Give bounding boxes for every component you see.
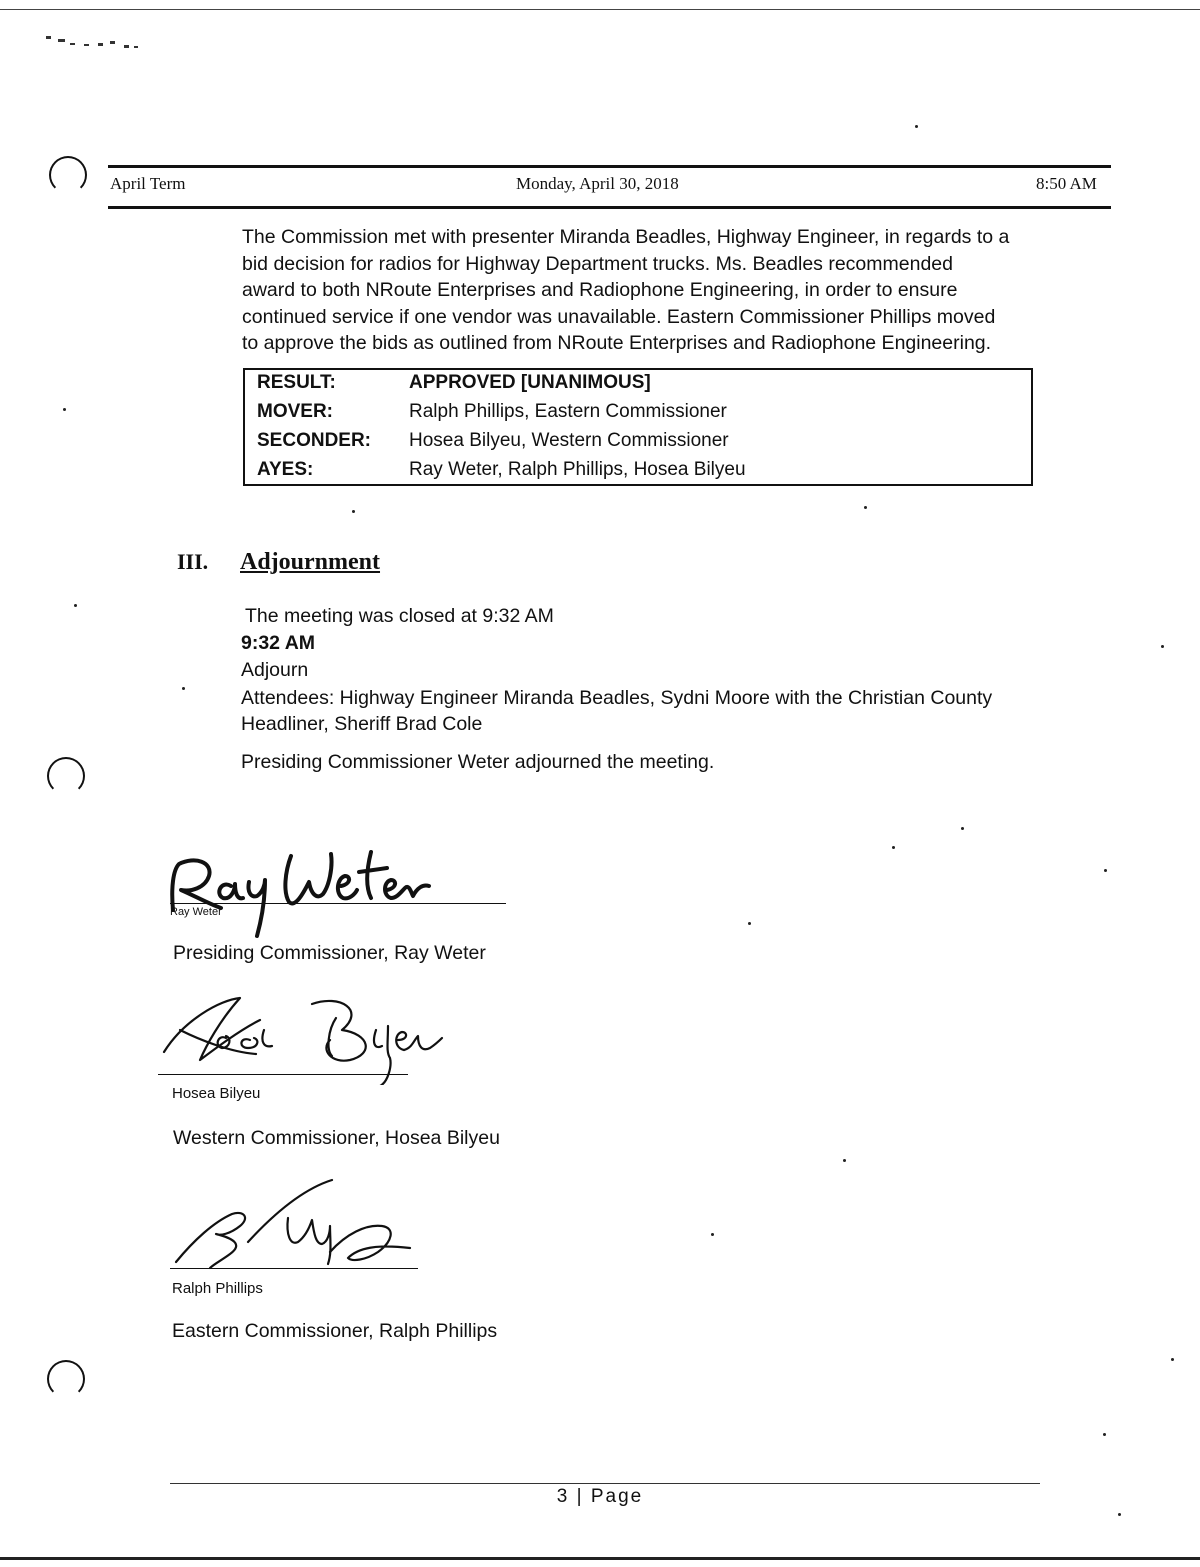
mover-value: Ralph Phillips, Eastern Commissioner [409, 401, 727, 422]
seconder-label: SECONDER: [257, 430, 372, 451]
paragraph-line: bid decision for radios for Highway Department trucks. Ms. Beadles recommended [242, 252, 953, 275]
punch-hole-icon [47, 1360, 85, 1398]
scan-noise-marks [44, 34, 144, 54]
scan-bottom-edge [0, 1557, 1200, 1560]
punch-hole-icon [49, 156, 87, 194]
scan-speck [748, 922, 751, 925]
scan-speck [892, 846, 895, 849]
signer-title: Eastern Commissioner, Ralph Phillips [172, 1320, 498, 1342]
scan-top-edge [0, 0, 1200, 10]
scan-speck [1104, 869, 1107, 872]
result-label: RESULT: [257, 372, 336, 393]
signer-title: Western Commissioner, Hosea Bilyeu [173, 1127, 500, 1149]
attendees-line: Attendees: Highway Engineer Miranda Beadles, Sydni Moore with the Christian County [241, 687, 993, 709]
signature-line [170, 903, 506, 904]
section-number: III. [177, 549, 209, 574]
result-value: APPROVED [UNANIMOUS] [409, 372, 651, 393]
section-title: Adjournment [240, 549, 381, 575]
paragraph-line: award to both NRoute Enterprises and Radiophone Engineering, in order to ensure [242, 279, 958, 301]
footer-rule [170, 1483, 1040, 1484]
signature-caption: Hosea Bilyeu [172, 1085, 261, 1102]
paragraph-line: to approve the bids as outlined from NRoute Enterprises and Radiophone Engineering. [242, 332, 992, 354]
signer-title: Presiding Commissioner, Ray Weter [173, 942, 486, 964]
signature-ralph-phillips [170, 1178, 430, 1278]
paragraph-line: The Commission met with presenter Miranda Beadles, Highway Engineer, in regards to a [242, 226, 1010, 248]
header-time: 8:50 AM [1036, 174, 1097, 193]
signature-hosea-bilyeu [160, 990, 460, 1085]
paragraph-line: continued service if one vendor was unavailable. Eastern Commissioner Phillips moved [242, 305, 996, 328]
scan-speck [1103, 1433, 1106, 1436]
signature-ray-weter [165, 838, 465, 938]
scan-speck [352, 510, 355, 513]
intro-paragraph [242, 224, 1009, 357]
header-top-rule [108, 165, 1111, 168]
scan-speck [74, 604, 77, 607]
scan-speck [1118, 1513, 1121, 1516]
header-term: April Term [110, 174, 186, 193]
scan-speck [843, 1159, 846, 1162]
mover-label: MOVER: [257, 401, 333, 422]
ayes-value: Ray Weter, Ralph Phillips, Hosea Bilyeu [409, 459, 746, 480]
scan-speck [182, 687, 185, 690]
adjourn-action: Adjourn [241, 659, 309, 681]
signature-line [170, 1268, 418, 1269]
adjourn-time: 9:32 AM [241, 632, 316, 654]
closed-text: The meeting was closed at 9:32 AM [245, 605, 554, 627]
attendees-line: Headliner, Sheriff Brad Cole [241, 713, 483, 735]
header-date: Monday, April 30, 2018 [516, 174, 679, 193]
scan-speck [864, 506, 867, 509]
signature-caption: Ray Weter [170, 906, 222, 918]
closing-statement: Presiding Commissioner Weter adjourned the meeting. [241, 751, 715, 773]
signature-line [158, 1074, 408, 1075]
page-number: 3 | Page [556, 1486, 644, 1507]
vote-result-table [243, 368, 1033, 486]
ayes-label: AYES: [257, 459, 314, 480]
header-bottom-rule [108, 206, 1111, 209]
punch-hole-icon [47, 757, 85, 795]
seconder-value: Hosea Bilyeu, Western Commissioner [409, 430, 729, 451]
signature-caption: Ralph Phillips [172, 1280, 263, 1297]
scan-speck [63, 408, 66, 411]
scan-speck [1161, 645, 1164, 648]
scan-speck [1171, 1358, 1174, 1361]
scan-speck [961, 827, 964, 830]
scan-speck [711, 1233, 714, 1236]
scan-speck [915, 125, 918, 128]
